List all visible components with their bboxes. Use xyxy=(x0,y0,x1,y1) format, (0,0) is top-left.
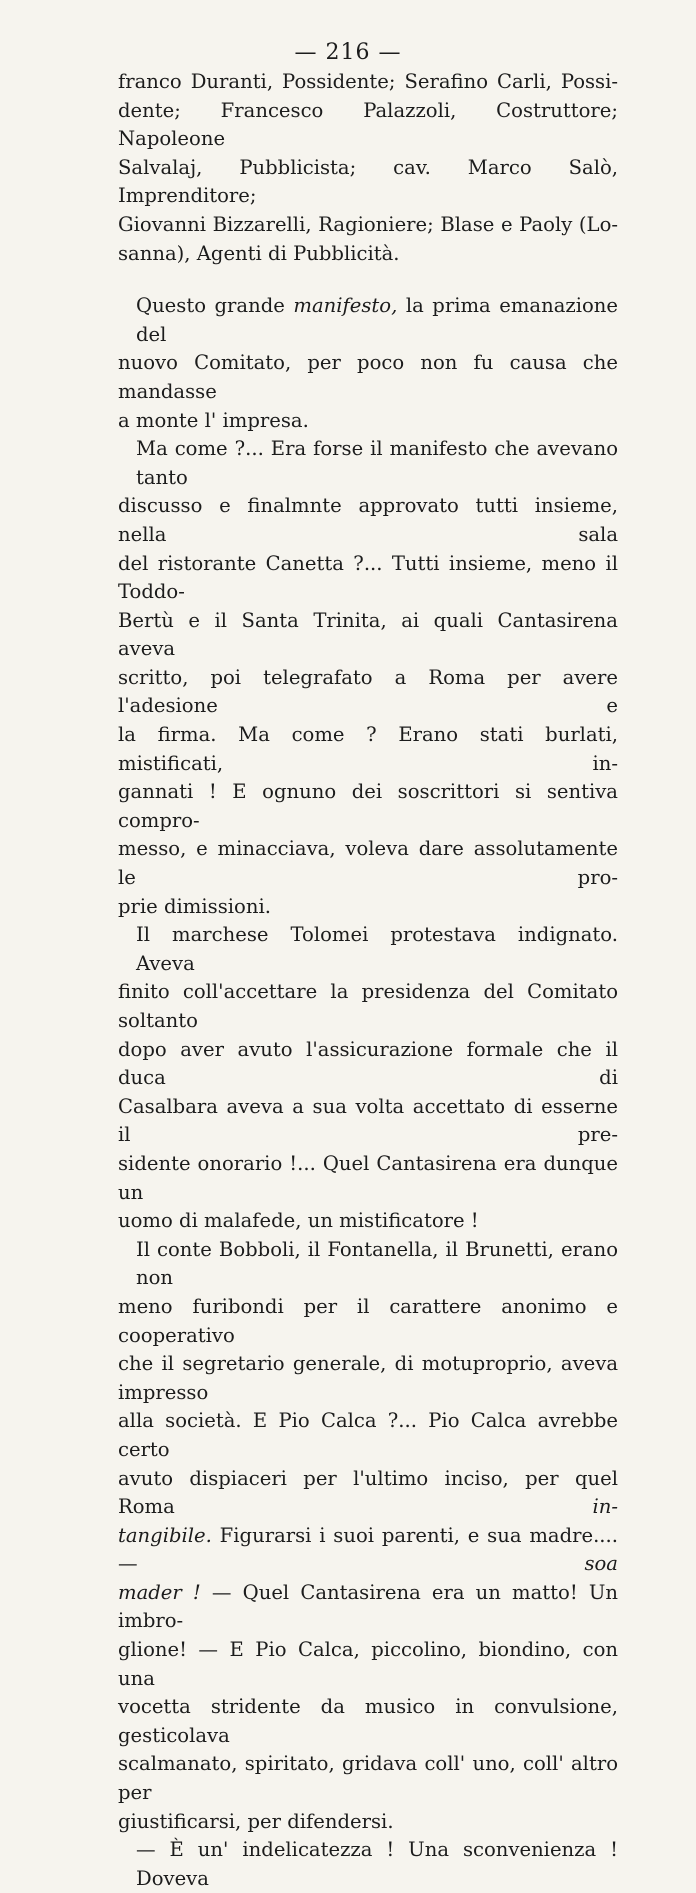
text-line: — È un' indelicatezza ! Una sconvenienza ! Doveva xyxy=(136,1838,618,1890)
text-line: la firma. Ma come ? Erano stati burlati, mistificati, in- xyxy=(118,723,618,775)
text-run: — Quel Cantasirena era un matto! Un imbro- xyxy=(118,1580,618,1633)
text-line: discusso e finalmnte approvato tutti insieme, nella sala xyxy=(118,494,618,546)
italic-text: mader ! xyxy=(118,1580,201,1604)
text-line: che il segretario generale, di motuproprio, aveva impresso xyxy=(118,1352,618,1404)
text-line: nuovo Comitato, per poco non fu causa che mandasse xyxy=(118,351,618,403)
text-line: Bertù e il Santa Trinita, ai quali Cantasirena aveva xyxy=(118,608,618,661)
text-line: Ma come ?... Era forse il manifesto che avevano tanto xyxy=(136,437,618,489)
text-line: del ristorante Canetta ?... Tutti insieme, meno il Toddo- xyxy=(118,551,618,604)
text-line: scritto, poi telegrafato a Roma per avere l'adesione e xyxy=(118,665,618,718)
text-line: sidente onorario !... Quel Cantasirena era dunque un xyxy=(118,1151,618,1204)
text-run: avuto dispiaceri per l'ultimo inciso, per quel Roma xyxy=(118,1466,618,1519)
text-line: franco Duranti, Possidente; Serafino Carli, Possi- xyxy=(118,70,618,93)
italic-text: tangibile. xyxy=(118,1523,212,1547)
text-line xyxy=(118,292,618,349)
text-line: a monte l' impresa. xyxy=(118,408,309,432)
page-number: — 216 — xyxy=(294,40,402,65)
text-line: prie dimissioni. xyxy=(118,894,271,918)
text-line: vocetta stridente da musico in convulsione, gesticolava xyxy=(118,1695,618,1747)
text-line: glione! — E Pio Calca, piccolino, biondino, con una xyxy=(118,1638,618,1690)
text-run: Figurarsi i suoi parenti, e sua madre.... — xyxy=(118,1523,618,1576)
text-line: Il marchese Tolomei protestava indignato. Aveva xyxy=(136,923,618,975)
text-line: meno furibondi per il carattere anonimo e cooperativo xyxy=(118,1294,618,1347)
text-line: scalmanato, spiritato, gridava coll' uno, coll' altro per xyxy=(118,1752,618,1805)
text-line xyxy=(118,1465,618,1522)
text-run: la prima emanazione del xyxy=(136,294,618,346)
text-line: Giovanni Bizzarelli, Ragioniere; Blase e Paoly (Lo- xyxy=(118,212,618,236)
italic-text: soa xyxy=(584,1552,618,1576)
text-line xyxy=(118,1579,618,1636)
text-line: dopo aver avuto l'assicurazione formale che il duca di xyxy=(118,1037,618,1090)
text-line: alla società. E Pio Calca ?... Pio Calca avrebbe certo xyxy=(118,1409,618,1461)
text-line: uomo di malafede, un mistificatore ! xyxy=(118,1209,479,1233)
text-line: sanna), Agenti di Pubblicità. xyxy=(118,241,400,265)
text-line xyxy=(118,1522,618,1579)
italic-text: manifesto, xyxy=(293,294,398,318)
text-line: dente; Francesco Palazzoli, Costruttore; Napoleone xyxy=(118,98,618,151)
text-run: Questo grande xyxy=(136,294,294,318)
text-line: Salvalaj, Pubblicista; cav. Marco Salò, Imprenditore; xyxy=(118,155,618,208)
text-line: finito coll'accettare la presidenza del Comitato soltanto xyxy=(118,980,618,1032)
text-line: Il conte Bobboli, il Fontanella, il Brunetti, erano non xyxy=(136,1237,618,1290)
italic-text: in- xyxy=(592,1495,618,1519)
text-line: Casalbara aveva a sua volta accettato di esserne il pre- xyxy=(118,1094,618,1147)
text-line: giustificarsi, per difendersi. xyxy=(118,1809,394,1833)
paragraph-gap xyxy=(118,268,618,292)
text-line: gannati ! E ognuno dei soscrittori si sentiva compro- xyxy=(118,780,618,832)
text-line: messo, e minacciava, voleva dare assolutamente le pro- xyxy=(118,837,618,890)
body-text xyxy=(118,68,618,1893)
